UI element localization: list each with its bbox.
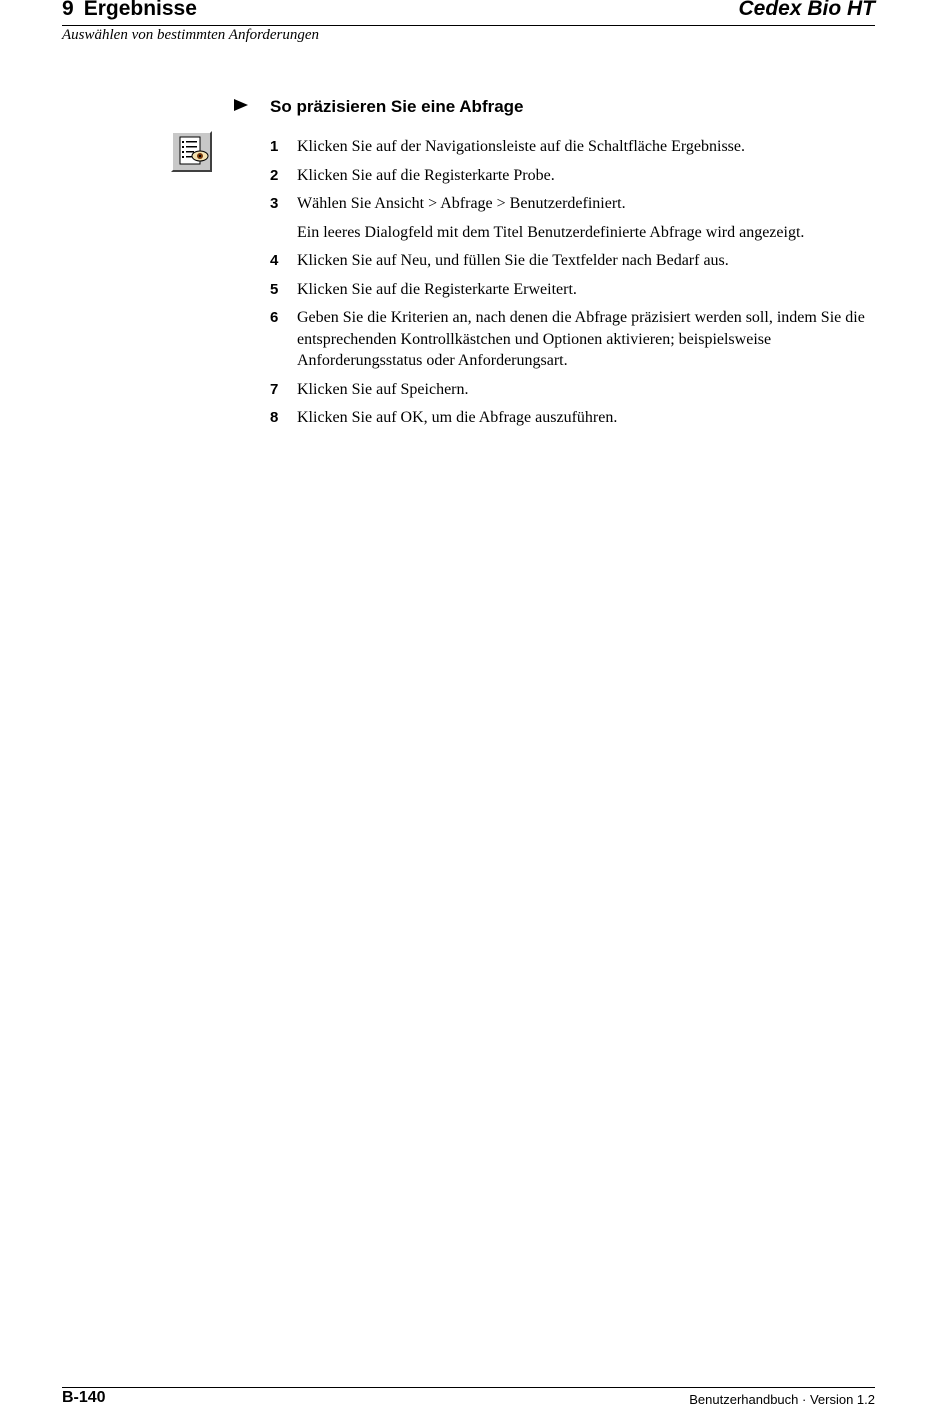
step-text: Klicken Sie auf Speichern. (297, 380, 469, 398)
step-number: 3 (270, 195, 279, 212)
chapter-title: Ergebnisse (83, 0, 197, 20)
step-number: 2 (270, 166, 279, 184)
product-name: Cedex Bio HT (738, 0, 875, 20)
step-note: Ein leeres Dialogfeld mit dem Titel Benutzerdefinierte Abfrage wird angezeigt. (297, 223, 805, 241)
step-number: 5 (270, 280, 279, 298)
list-item (270, 165, 880, 187)
chapter-heading (62, 0, 197, 21)
page-number: B-140 (62, 1389, 106, 1406)
procedure-title: So präzisieren Sie eine Abfrage (270, 97, 524, 116)
section-subtitle: Auswählen von bestimmten Anforderungen (62, 27, 320, 43)
step-text: Klicken Sie auf der Navigationsleiste auf die Schaltfläche Ergebnisse. (297, 138, 745, 155)
step-number: 4 (270, 252, 279, 269)
results-query-icon (171, 131, 212, 172)
step-text: Geben Sie die Kriterien an, nach denen die Abfrage präzisiert werden soll, indem Sie die entsprechenden Kontrollkästchen und Optionen aktivieren; beispielsweise Anforderungsstatus oder Anforderungsart. (297, 309, 865, 369)
step-text: Klicken Sie auf die Registerkarte Probe. (297, 166, 555, 184)
list-with-eye-icon (173, 133, 210, 170)
step-text: Klicken Sie auf die Registerkarte Erweitert. (297, 280, 577, 298)
list-item (270, 307, 880, 372)
list-item (270, 136, 880, 158)
step-number: 8 (270, 409, 279, 426)
header-divider (62, 25, 875, 26)
footer-document-info: Benutzerhandbuch · Version 1.2 (689, 1392, 875, 1407)
triangle-arrow-icon (234, 99, 248, 111)
list-item (270, 379, 880, 401)
list-item (270, 193, 880, 215)
step-number: 1 (270, 138, 279, 155)
list-item (270, 250, 880, 272)
procedure-steps (270, 136, 880, 436)
list-item (270, 407, 880, 429)
chapter-number: 9 (62, 0, 74, 20)
step-text: Wählen Sie Ansicht > Abfrage > Benutzerdefiniert. (297, 195, 626, 212)
procedure-heading (234, 97, 524, 117)
list-item (270, 279, 880, 301)
step-number: 6 (270, 309, 279, 326)
footer-divider (62, 1387, 875, 1388)
step-text: Klicken Sie auf Neu, und füllen Sie die Textfelder nach Bedarf aus. (297, 252, 729, 269)
step-number: 7 (270, 380, 279, 398)
step-text: Klicken Sie auf OK, um die Abfrage auszuführen. (297, 409, 618, 426)
